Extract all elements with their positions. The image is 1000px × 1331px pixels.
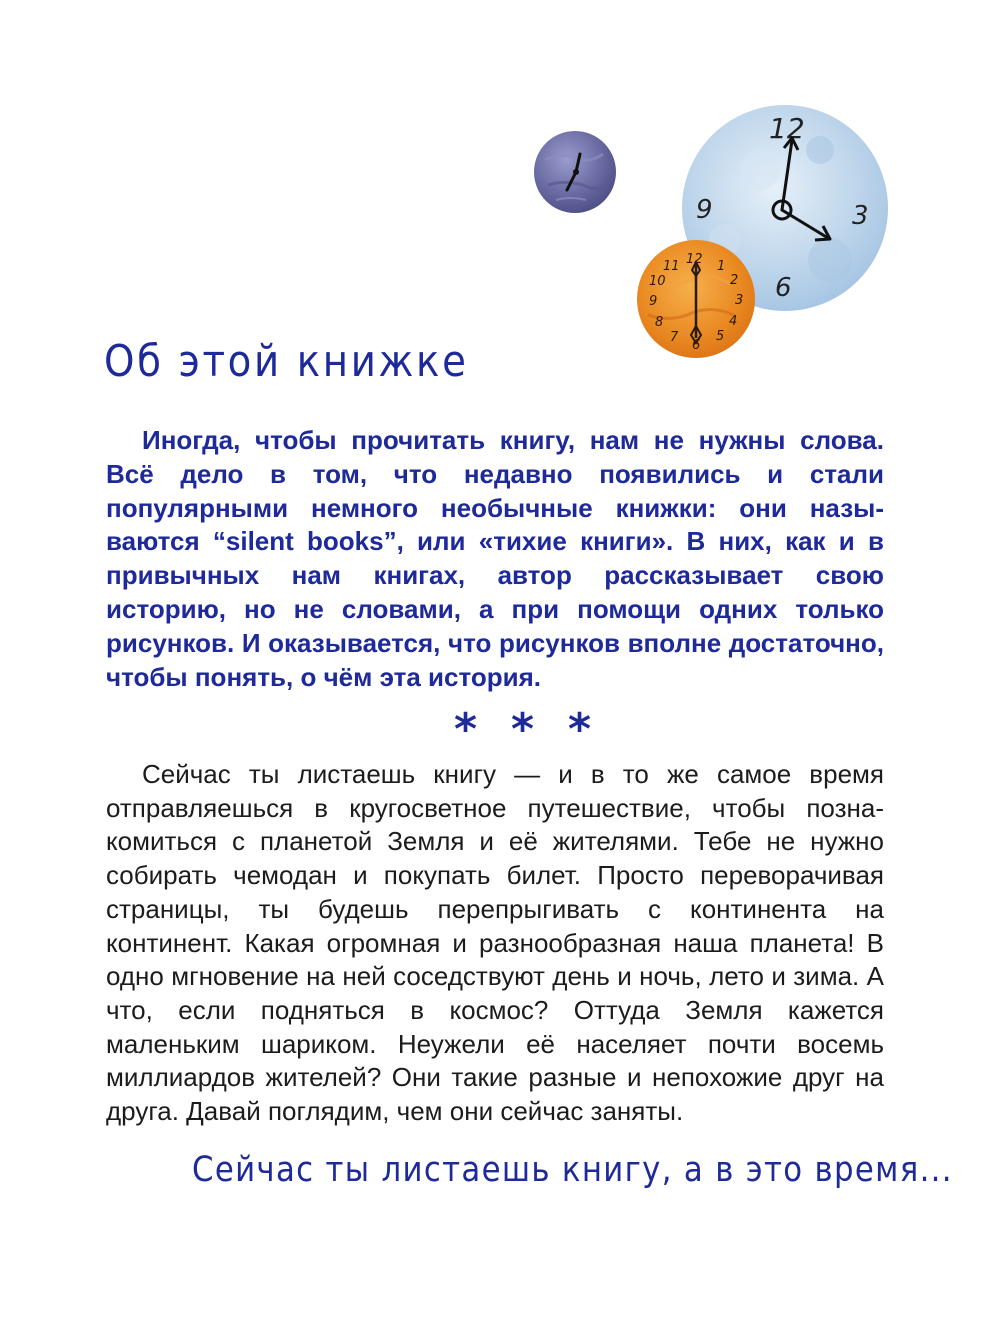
svg-text:3: 3	[852, 201, 869, 231]
svg-text:5: 5	[716, 329, 725, 344]
svg-text:6: 6	[692, 338, 701, 353]
svg-text:9: 9	[649, 294, 658, 309]
svg-text:7: 7	[670, 330, 679, 345]
closing-line: Сейчас ты листаешь книгу, а в это время...	[192, 1150, 953, 1190]
svg-text:9: 9	[696, 195, 713, 225]
svg-text:12: 12	[686, 252, 703, 267]
svg-text:4: 4	[729, 314, 738, 329]
svg-text:3: 3	[735, 293, 744, 308]
svg-text:12: 12	[769, 112, 805, 145]
svg-text:11: 11	[663, 259, 680, 274]
page-title: Об этой книжке	[104, 336, 469, 387]
svg-text:6: 6	[775, 273, 792, 303]
svg-text:8: 8	[655, 315, 664, 330]
svg-text:1: 1	[717, 259, 726, 274]
section-separator: ***	[454, 704, 626, 755]
svg-text:2: 2	[730, 273, 739, 288]
svg-text:10: 10	[649, 274, 666, 289]
orange-clock	[637, 240, 755, 358]
intro-paragraph: Иногда, чтобы прочитать книгу, нам не нужны слова. Всё дело в том, что недавно появились и стали популярными немного необычные книжки: они называются “silent books”, или «тихие книги». В них, как и в привычных нам книгах, автор рассказывает свою историю, но не словами, а при помощи одних только рисунков. И оказывается, что рисунков вполне достаточно, чтобы понять, о чём эта история.	[106, 425, 884, 692]
clocks-illustration	[0, 0, 1000, 380]
body-paragraph: Сейчас ты листаешь книгу — и в то же самое время отправляешься в кругосветное путешествие, чтобы познакомиться с планетой Земля и её жителями. Тебе не нужно собирать чемодан и покупать билет. Просто переворачивая страницы, ты будешь перепрыгивать с континента на континент. Какая огромная и разнообразная наша планета! В одно мгновение на ней соседствуют день и ночь, лето и зима. А что, если подняться в космос? Оттуда Земля кажется маленьким шариком. Неужели её населяет почти восемь миллиардов жителей? Они такие разные и непохожие друг на друга. Давай поглядим, чем они сейчас заняты.	[106, 759, 884, 1127]
small-purple-clock	[534, 131, 616, 213]
